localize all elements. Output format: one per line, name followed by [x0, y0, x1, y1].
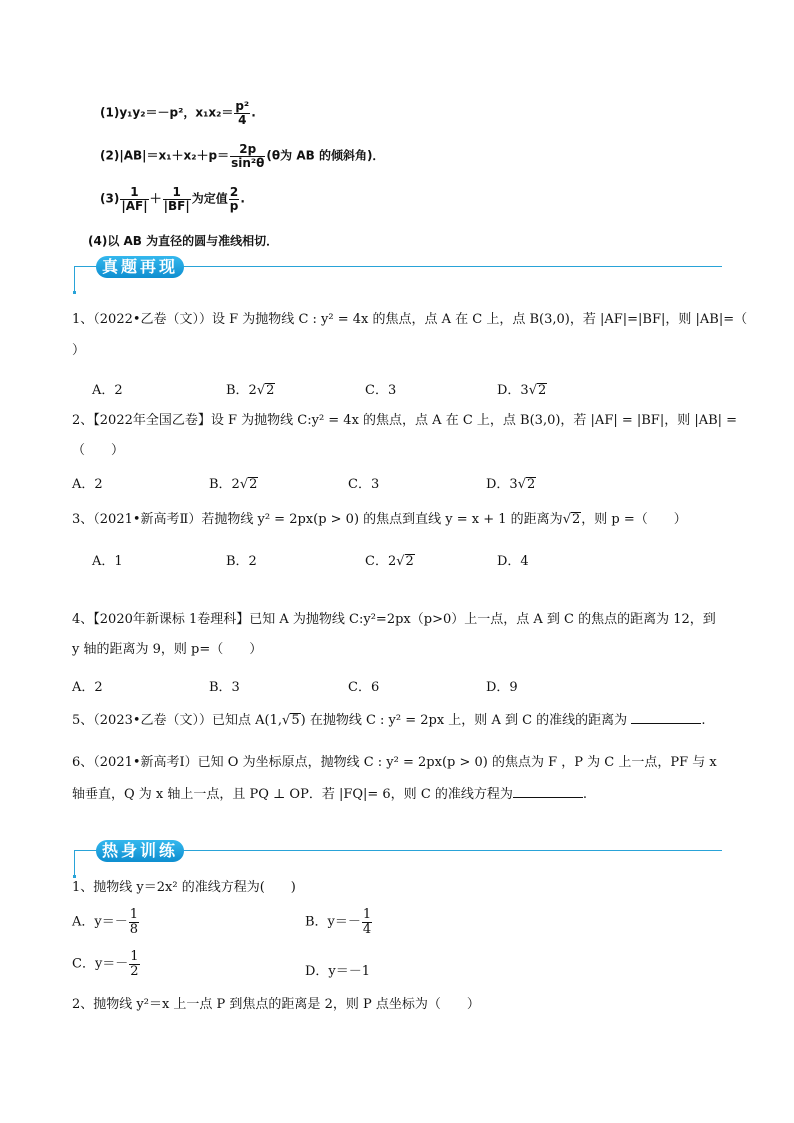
fraction-denominator: 8	[129, 921, 139, 937]
section-rule-vertical	[74, 266, 75, 292]
section-title-reshen: 热身训练	[96, 840, 184, 862]
property-2-text: (2)|AB|＝x₁＋x₂＋p＝	[100, 148, 230, 163]
option-label: B．y＝－	[305, 914, 361, 930]
option-label: C．y＝－	[72, 956, 129, 972]
question-2-option-a: A．2	[72, 477, 103, 492]
fraction-denominator: |AF|	[121, 198, 148, 213]
answer-blank[interactable]	[513, 785, 583, 798]
question-3-text-end: ，则 p =（ ）	[581, 512, 687, 527]
property-1-number: (1)	[100, 105, 120, 120]
property-4: (4)以 AB 为直径的圆与准线相切．	[88, 234, 279, 248]
sqrt-symbol: √	[256, 383, 266, 398]
radicand: 5	[291, 713, 300, 728]
sqrt-symbol: √	[562, 512, 571, 527]
property-3	[100, 186, 245, 212]
fraction-numerator: 1	[163, 186, 191, 200]
property-3-number: (3)	[100, 191, 120, 206]
radicand: 2	[266, 383, 275, 398]
punct: .	[582, 787, 588, 802]
question-1-option-d	[497, 379, 547, 398]
section-title-zhenti: 真题再现	[96, 256, 184, 278]
radicand: 2	[571, 512, 581, 527]
question-2-stem: 2、【2022年全国乙卷】设 F 为抛物线 C:y² = 4x 的焦点，点 A 在 C 上，点 B(3,0)，若 |AF| = |BF|，则 |AB| =	[72, 413, 738, 428]
plus-sign: ＋	[149, 191, 162, 206]
property-2-note: (θ为 AB 的倾斜角)．	[266, 148, 385, 163]
option-label: A．y＝－	[72, 914, 128, 930]
fraction	[163, 186, 191, 212]
fraction-denominator: |BF|	[163, 198, 190, 213]
question-4-option-b: B．3	[209, 680, 240, 695]
sqrt-symbol: √	[517, 477, 526, 492]
question-1-option-b	[226, 379, 275, 398]
sqrt-symbol: √	[396, 554, 405, 569]
warmup-1-option-b	[305, 908, 373, 936]
property-2	[100, 143, 384, 169]
warmup-2-stem: 2、抛物线 y²＝x 上一点 P 到焦点的距离是 2，则 P 点坐标为（ ）	[72, 997, 480, 1012]
question-4-option-d: D．9	[486, 680, 518, 695]
fraction-denominator: sin²θ	[231, 155, 265, 170]
question-5-text: 5、（2023•乙卷（文））已知点 A(1,	[72, 713, 283, 728]
question-2-stem-end: （ ）	[72, 443, 125, 458]
warmup-1-option-d: D．y＝－1	[305, 964, 371, 979]
warmup-1-stem: 1、抛物线 y＝2x² 的准线方程为( )	[72, 880, 296, 895]
question-6-text: 轴垂直，Q 为 x 轴上一点，且 PQ ⊥ OP．若 |FQ|= 6，则 C 的准线方程为	[72, 787, 513, 802]
question-2-option-b	[209, 473, 258, 492]
question-5-stem	[72, 711, 705, 731]
fraction-denominator: 4	[362, 921, 372, 937]
question-1-option-c: C．3	[365, 383, 397, 398]
fraction	[230, 143, 265, 169]
fraction	[129, 908, 139, 936]
question-2-option-c: C．3	[348, 477, 380, 492]
sqrt-symbol: √	[282, 713, 291, 728]
fraction	[234, 100, 250, 126]
question-4-option-c: C．6	[348, 680, 380, 695]
fraction-numerator: p²	[235, 99, 250, 113]
sqrt-symbol: √	[528, 383, 537, 398]
answer-blank[interactable]	[631, 711, 701, 724]
fraction-denominator: p	[229, 198, 239, 213]
punct: .	[701, 713, 706, 728]
question-6-stem-cont	[72, 785, 587, 805]
fraction	[229, 186, 240, 212]
question-1-stem-end: ）	[72, 343, 86, 358]
question-3-option-d: D．4	[497, 554, 529, 569]
radicand: 2	[405, 554, 414, 569]
question-3-text: 3、（2021•新高考Ⅱ）若抛物线 y² = 2px(p > 0) 的焦点到直线 y = x + 1 的距离为	[72, 512, 563, 527]
question-6-stem: 6、（2021•新高考Ⅰ）已知 O 为坐标原点，抛物线 C : y² = 2px(p > 0) 的焦点为 F ，P 为 C 上一点，PF 与 x	[72, 755, 717, 770]
punct: .	[240, 191, 245, 206]
option-label: D．3	[497, 383, 529, 398]
option-label: C．2	[365, 554, 397, 569]
question-3-option-c	[365, 550, 415, 569]
punct: .	[251, 105, 256, 120]
question-3-stem	[72, 510, 687, 530]
fraction-denominator: 2	[130, 963, 139, 979]
fraction-numerator: 2	[229, 185, 239, 199]
question-3-option-a: A．1	[92, 554, 123, 569]
fraction-numerator: 1	[120, 186, 148, 200]
question-3-option-b: B．2	[226, 554, 257, 569]
question-4-stem-end: y 轴的距离为 9，则 p=（ ）	[72, 642, 263, 657]
option-label: B．2	[226, 383, 257, 398]
radicand: 2	[527, 477, 536, 492]
question-4-stem: 4、【2020年新课标 1卷理科】已知 A 为抛物线 C:y²=2px（p>0）上一点，点 A 到 C 的焦点的距离为 12，到	[72, 612, 716, 627]
fraction-numerator: 1	[362, 907, 372, 922]
property-3-text: 为定值	[191, 191, 228, 206]
fraction-numerator: 1	[129, 907, 139, 922]
question-4-option-a: A．2	[72, 680, 103, 695]
option-label: B．2	[209, 477, 240, 492]
warmup-1-option-c	[72, 950, 141, 978]
radicand: 2	[538, 383, 547, 398]
fraction	[120, 186, 148, 212]
property-1	[100, 100, 256, 126]
radicand: 2	[249, 477, 258, 492]
section-rule-dot	[73, 291, 76, 294]
fraction	[362, 908, 372, 936]
property-1-text: y₁y₂＝－p²，x₁x₂＝	[119, 105, 234, 120]
question-5-text-cont: ) 在抛物线 C : y² = 2px 上，则 A 到 C 的准线的距离为	[300, 713, 628, 728]
fraction-denominator: 4	[238, 112, 247, 127]
warmup-1-option-a	[72, 908, 140, 936]
question-2-option-d	[486, 473, 536, 492]
question-1-stem: 1、（2022•乙卷（文））设 F 为抛物线 C : y² = 4x 的焦点，点 A 在 C 上，点 B(3,0)，若 |AF|=|BF|，则 |AB|=（	[72, 312, 748, 327]
sqrt-symbol: √	[239, 477, 249, 492]
fraction-numerator: 2p	[230, 143, 265, 157]
section-rule-vertical	[74, 850, 75, 876]
option-label: D．3	[486, 477, 518, 492]
fraction	[129, 950, 139, 978]
question-1-option-a: A．2	[92, 383, 123, 398]
fraction-numerator: 1	[130, 949, 139, 964]
